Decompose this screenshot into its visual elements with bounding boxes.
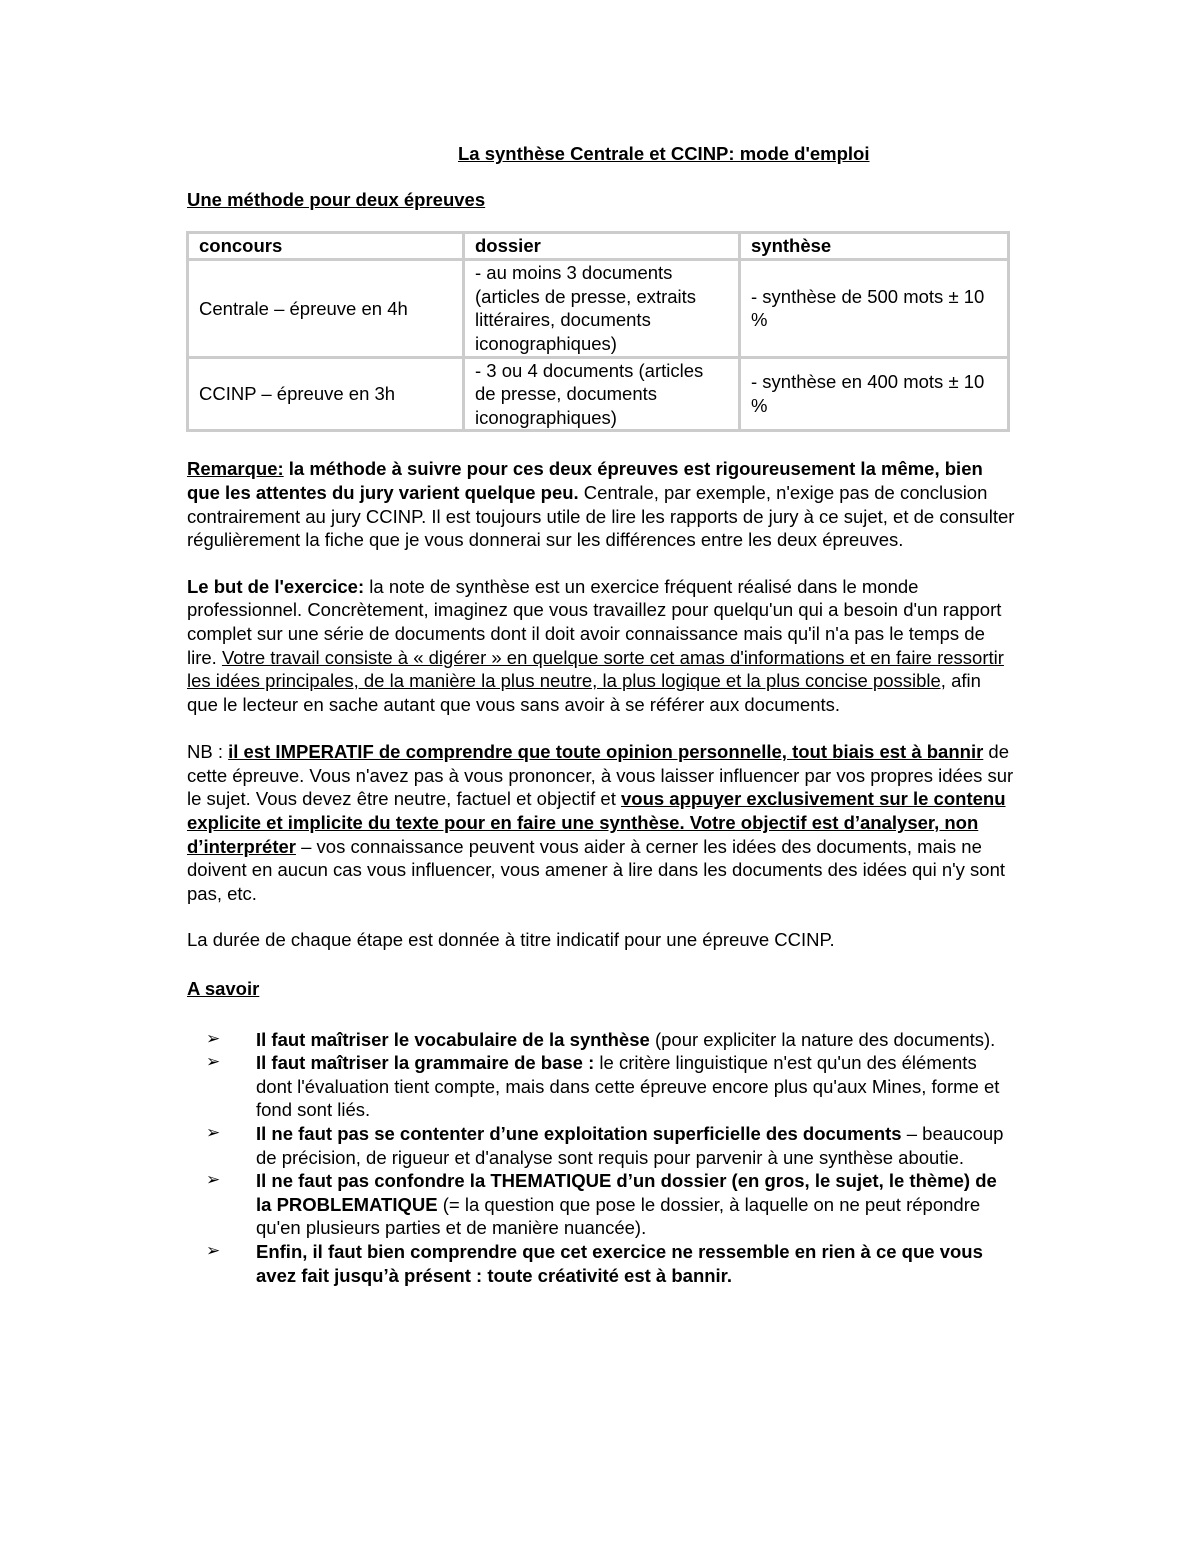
list-item-bold: Il faut maîtriser le vocabulaire de la synthèse <box>256 1028 650 1050</box>
remark-label: Remarque: <box>187 458 284 480</box>
goal-text-end: afin que le lecteur en sache autant que vous sans avoir à se référer aux documents. <box>187 670 981 715</box>
arrow-bullet-icon: ➢ <box>206 1052 221 1073</box>
goal-underlined-text: Votre travail consiste à « digérer » en quelque sorte cet amas d'informations et en faire ressortir les idées principales, de la manière la plus neutre, la plus logique et la plus concise possible, <box>187 646 1004 692</box>
nb-text-end: – vos connaissance peuvent vous aider à cerner les idées des documents, mais ne doivent en aucun cas vous influencer, vous amener à lire dans les documents des idées qui n'y sont pas, etc. <box>187 835 1006 904</box>
table-row <box>188 357 1009 431</box>
list-item <box>187 1169 1015 1240</box>
table-cell-dossier: - 3 ou 4 documents (articles de presse, documents iconographiques) <box>464 357 740 431</box>
arrow-bullet-icon: ➢ <box>206 1240 221 1261</box>
list-item-bold: Il ne faut pas se contenter d’une exploitation superficielle des documents <box>256 1123 902 1144</box>
goal-label: Le but de l'exercice: <box>187 575 365 597</box>
arrow-bullet-icon: ➢ <box>206 1123 221 1143</box>
section-subtitle: Une méthode pour deux épreuves <box>187 188 486 210</box>
list-item <box>187 1051 1015 1122</box>
remark-paragraph <box>187 457 1015 551</box>
arrow-bullet-icon: ➢ <box>206 1028 221 1049</box>
goal-paragraph <box>187 575 1015 717</box>
nb-text: de cette épreuve. Vous n'avez pas à vous prononcer, à vous laisser influencer par vos propres idées sur le sujet. Vous devez être neutre, factuel et objectif et <box>187 741 1014 810</box>
table-cell-synthese: - synthèse de 500 mots ± 10 % <box>740 260 1009 357</box>
list-item-bold: Il faut maîtriser la grammaire de base : <box>256 1052 595 1074</box>
list-item <box>187 1240 1015 1287</box>
comparison-table <box>186 231 1010 432</box>
remark-bold-text: la méthode à suivre pour ces deux épreuves est rigoureusement la même, bien que les attentes du jury varient quelque peu. <box>187 458 983 503</box>
table-header-row <box>188 233 1009 260</box>
table-cell-concours: Centrale – épreuve en 4h <box>188 260 464 357</box>
list-item-text: (= la question que pose le dossier, à laquelle on ne peut répondre qu'en plusieurs parties et de manière nuancée). <box>256 1193 981 1239</box>
table-cell-dossier: - au moins 3 documents (articles de presse, extraits littéraires, documents iconographiques) <box>464 260 740 357</box>
table-header-cell: concours <box>188 233 464 260</box>
list-item-bold: Il ne faut pas confondre la THEMATIQUE d’un dossier (en gros, le sujet, le thème) de la PROBLEMATIQUE <box>256 1170 997 1215</box>
goal-text: la note de synthèse est un exercice fréquent réalisé dans le monde professionnel. Concrètement, imaginez que vous travaillez pour quelqu'un qui a besoin d'un rapport complet sur une série de documents dont il doit avoir connaissance mais qu'il n'a pas le temps de lire. <box>187 575 1002 668</box>
list-item <box>187 1122 1015 1169</box>
nb-label: NB : <box>187 741 229 763</box>
list-item-text: le critère linguistique n'est qu'un des éléments dont l'évaluation tient compte, mais dans cette épreuve encore plus qu'aux Mines, forme et fond sont liés. <box>256 1052 1000 1121</box>
table-row <box>188 260 1009 357</box>
document-page <box>187 142 1015 1287</box>
a-savoir-heading: A savoir <box>187 978 260 1000</box>
nb-bold-underlined-text-2: vous appuyer exclusivement sur le contenu explicite et implicite du texte pour en faire une synthèse. Votre objectif est d’analyser, non d’interpréter <box>187 788 1006 857</box>
remark-text: Centrale, par exemple, n'exige pas de conclusion contrairement au jury CCINP. Il est toujours utile de lire les rapports de jury à ce sujet, et de consulter régulièrement la fiche que je vous donnerai sur les différences entre les deux épreuves. <box>187 481 1015 551</box>
table-cell-synthese: - synthèse en 400 mots ± 10 % <box>740 357 1009 431</box>
list-item-text: – beaucoup de précision, de rigueur et d'analyse sont requis pour parvenir à une synthèse aboutie. <box>256 1123 1004 1168</box>
table-header-cell: synthèse <box>740 233 1009 260</box>
list-item-text: (pour expliciter la nature des documents). <box>649 1028 996 1050</box>
nb-bold-underlined-text: il est IMPERATIF de comprendre que toute opinion personnelle, tout biais est à bannir <box>228 741 984 763</box>
table-header-cell: dossier <box>464 233 740 260</box>
duration-note: La durée de chaque étape est donnée à titre indicatif pour une épreuve CCINP. <box>187 929 835 951</box>
table-cell-concours: CCINP – épreuve en 3h <box>188 357 464 431</box>
list-item-bold: Enfin, il faut bien comprendre que cet exercice ne ressemble en rien à ce que vous avez fait jusqu’à présent : toute créativité est à bannir. <box>256 1240 983 1286</box>
arrow-bullet-icon: ➢ <box>206 1170 221 1191</box>
nb-paragraph <box>187 740 1015 905</box>
a-savoir-list <box>187 1028 1015 1288</box>
list-item <box>187 1028 1015 1052</box>
page-title: La synthèse Centrale et CCINP: mode d'emploi <box>458 143 870 164</box>
